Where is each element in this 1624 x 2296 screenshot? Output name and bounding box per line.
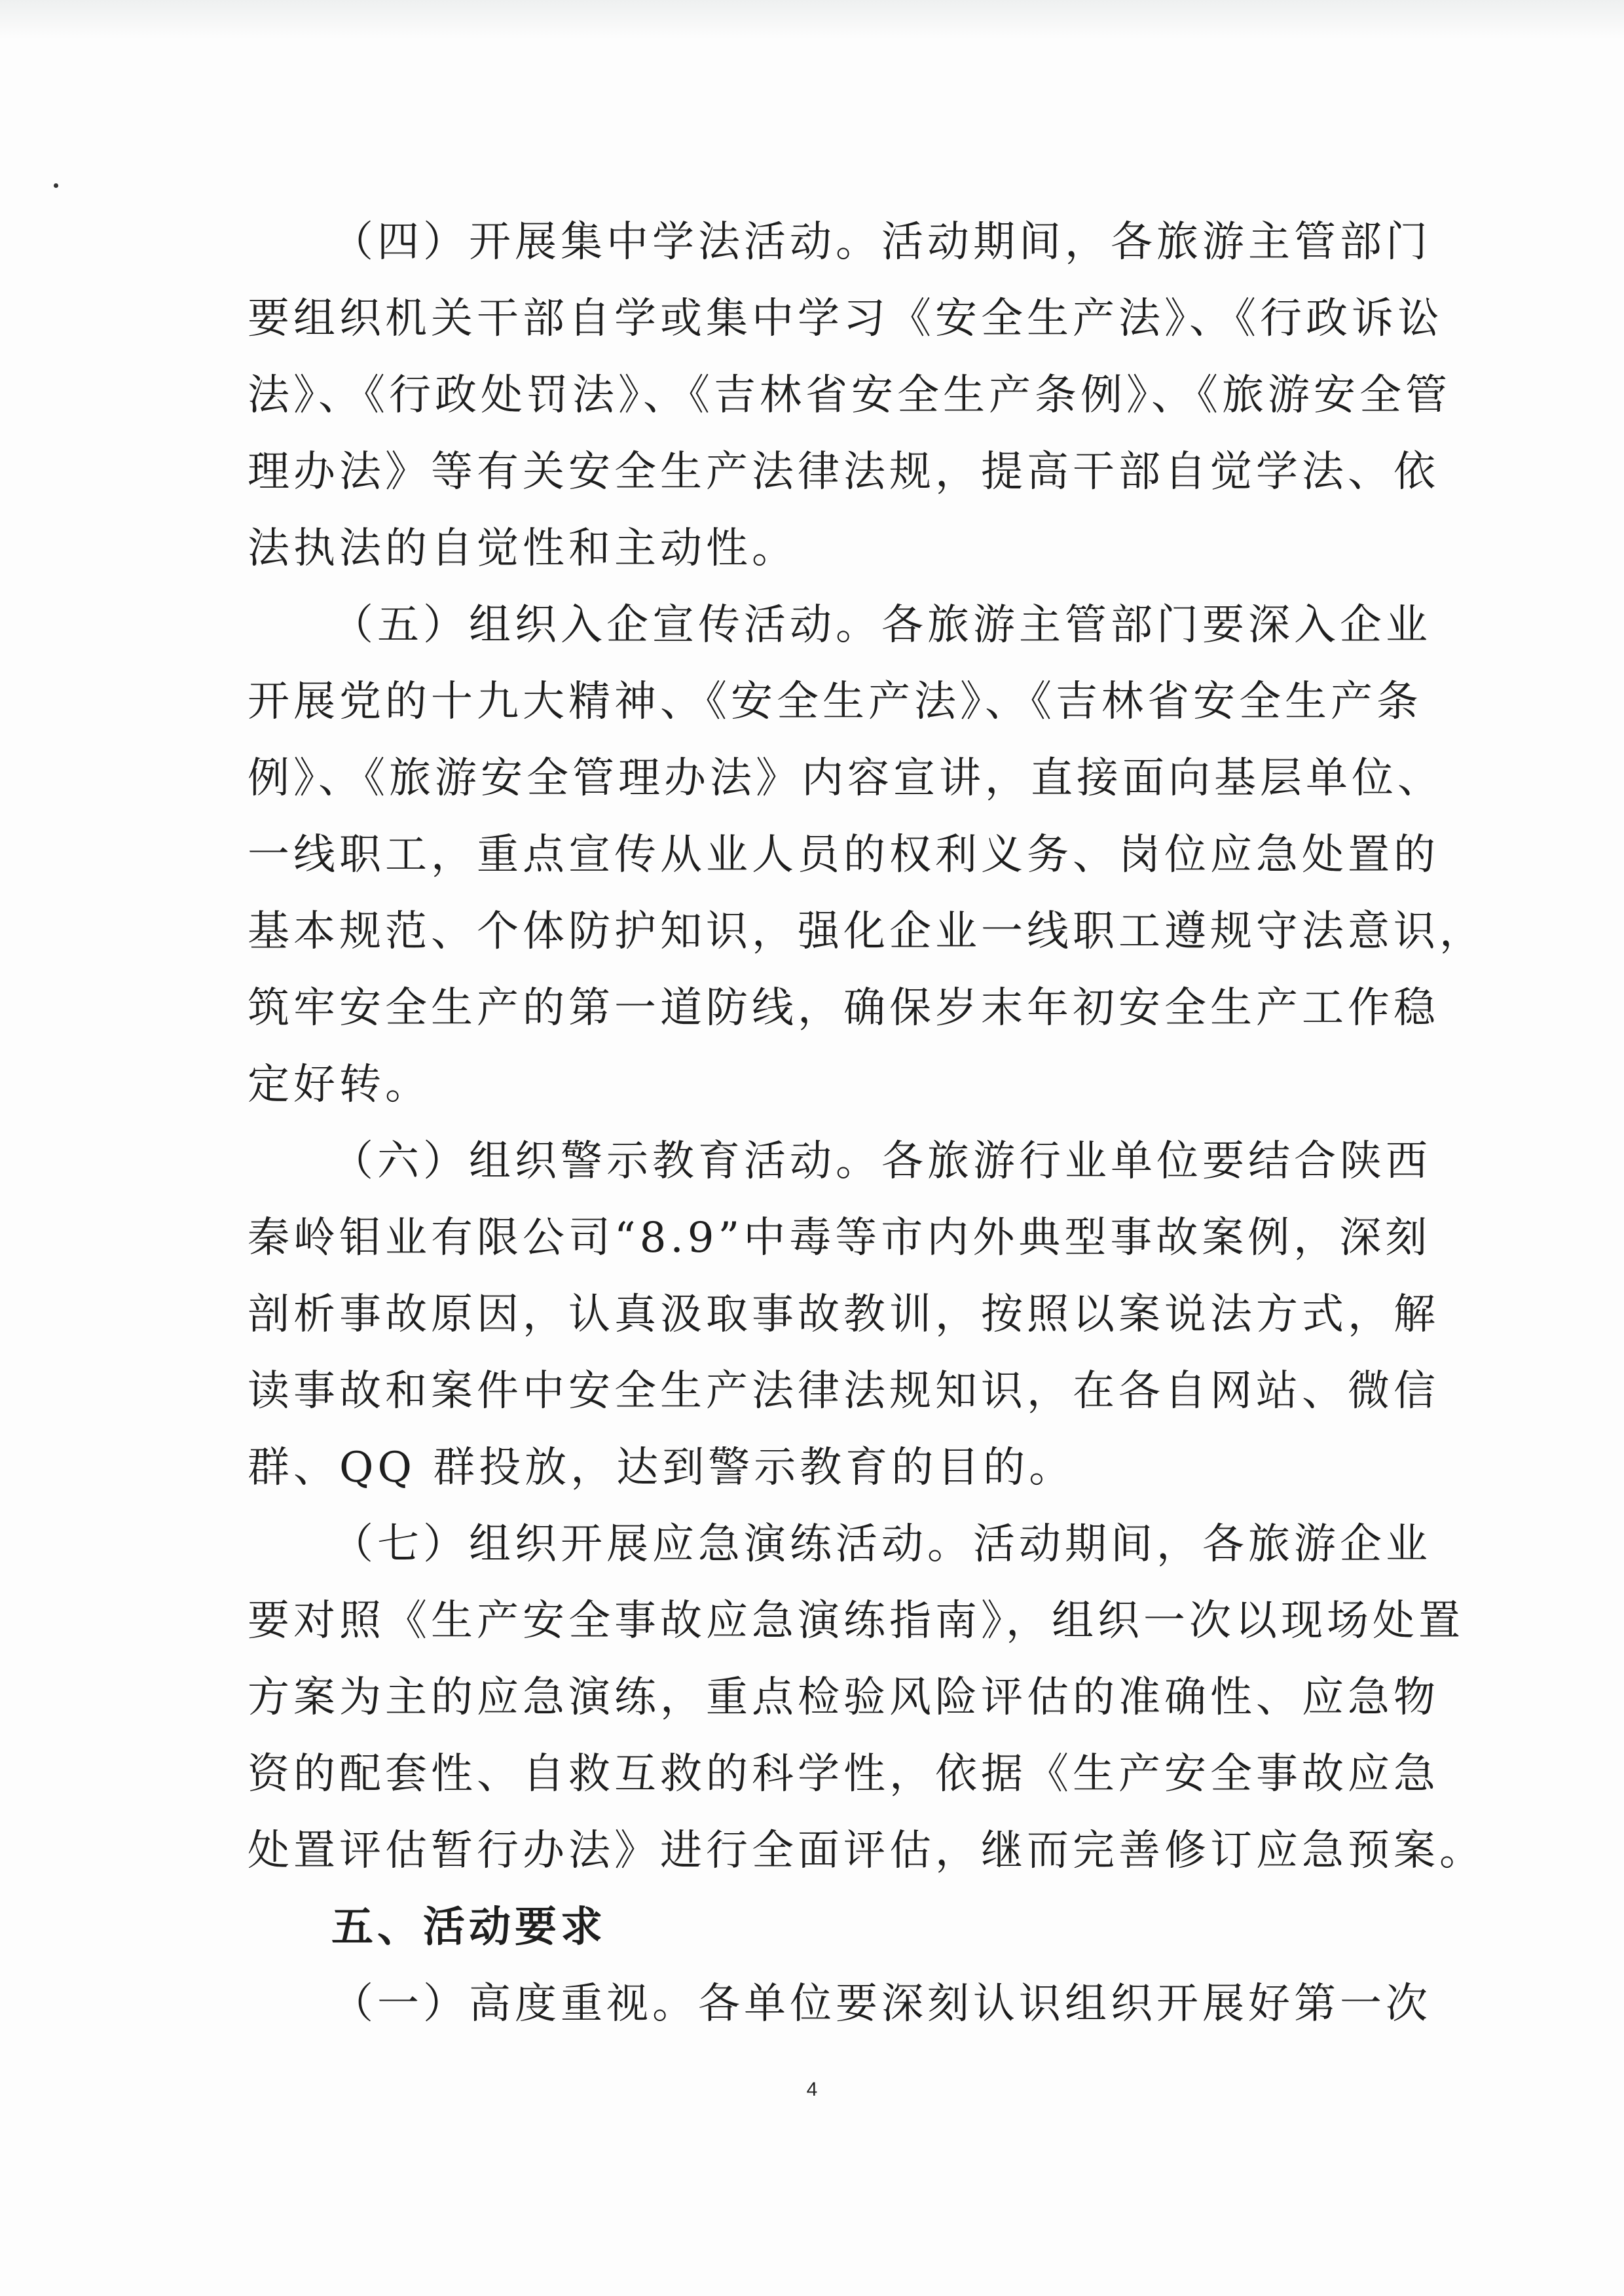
paragraph-line: （六）组织警示教育活动。各旅游行业单位要结合陕西 xyxy=(331,1137,1431,1186)
section-heading: 五、活动要求 xyxy=(331,1903,606,1952)
paragraph-line: 剖析事故原因，认真汲取事故教训，按照以案说法方式，解 xyxy=(248,1290,1439,1339)
scan-speck xyxy=(54,183,58,188)
paragraph-line: 一线职工，重点宣传从业人员的权利义务、岗位应急处置的 xyxy=(248,831,1439,879)
scan-edge-shadow xyxy=(0,0,1624,39)
paragraph-5 xyxy=(248,587,1485,1123)
paragraph-line: 方案为主的应急演练，重点检验风险评估的准确性、应急物 xyxy=(248,1673,1439,1722)
paragraph-line: 法》、《行政处罚法》、《吉林省安全生产条例》、《旅游安全管 xyxy=(248,371,1451,420)
paragraph-line: 处置评估暂行办法》进行全面评估，继而完善修订应急预案。 xyxy=(248,1827,1485,1875)
paragraph-line: 群、QQ 群投放，达到警示教育的目的。 xyxy=(248,1444,1075,1492)
paragraph-line: 开展党的十九大精神、《安全生产法》、《吉林省安全生产条 xyxy=(248,678,1422,726)
page-number: 4 xyxy=(806,2079,818,2100)
paragraph-line: （七）组织开展应急演练活动。活动期间，各旅游企业 xyxy=(331,1520,1431,1569)
paragraph-line: 读事故和案件中安全生产法律法规知识，在各自网站、微信 xyxy=(248,1367,1439,1415)
paragraph-line: 要组织机关干部自学或集中学习《安全生产法》、《行政诉讼 xyxy=(248,295,1443,343)
paragraph-6 xyxy=(248,1123,1439,1506)
document-body xyxy=(248,204,1485,2043)
paragraph-line: 理办法》等有关安全生产法律法规，提高干部自觉学法、依 xyxy=(248,448,1439,496)
paragraph-line: 基本规范、个体防护知识，强化企业一线职工遵规守法意识， xyxy=(248,907,1485,956)
paragraph-line: 要对照《生产安全事故应急演练指南》，组织一次以现场处置 xyxy=(248,1597,1464,1645)
paragraph-line: （一）高度重视。各单位要深刻认识组织开展好第一次 xyxy=(331,1980,1431,2028)
paragraph-line: 秦岭钼业有限公司“8.9”中毒等市内外典型事故案例，深刻 xyxy=(248,1214,1431,1262)
paragraph-line: 例》、《旅游安全管理办法》内容宣讲，直接面向基层单位、 xyxy=(248,754,1443,803)
paragraph-line: 法执法的自觉性和主动性。 xyxy=(248,524,798,573)
paragraph-7 xyxy=(248,1506,1485,1889)
paragraph-4 xyxy=(248,204,1451,587)
paragraph-line: 定好转。 xyxy=(248,1061,431,1109)
paragraph-line: 资的配套性、自救互救的科学性，依据《生产安全事故应急 xyxy=(248,1750,1439,1798)
paragraph-line: （四）开展集中学法活动。活动期间，各旅游主管部门 xyxy=(331,218,1431,266)
paragraph-line: 筑牢安全生产的第一道防线，确保岁末年初安全生产工作稳 xyxy=(248,984,1439,1032)
paragraph-line: （五）组织入企宣传活动。各旅游主管部门要深入企业 xyxy=(331,601,1431,649)
